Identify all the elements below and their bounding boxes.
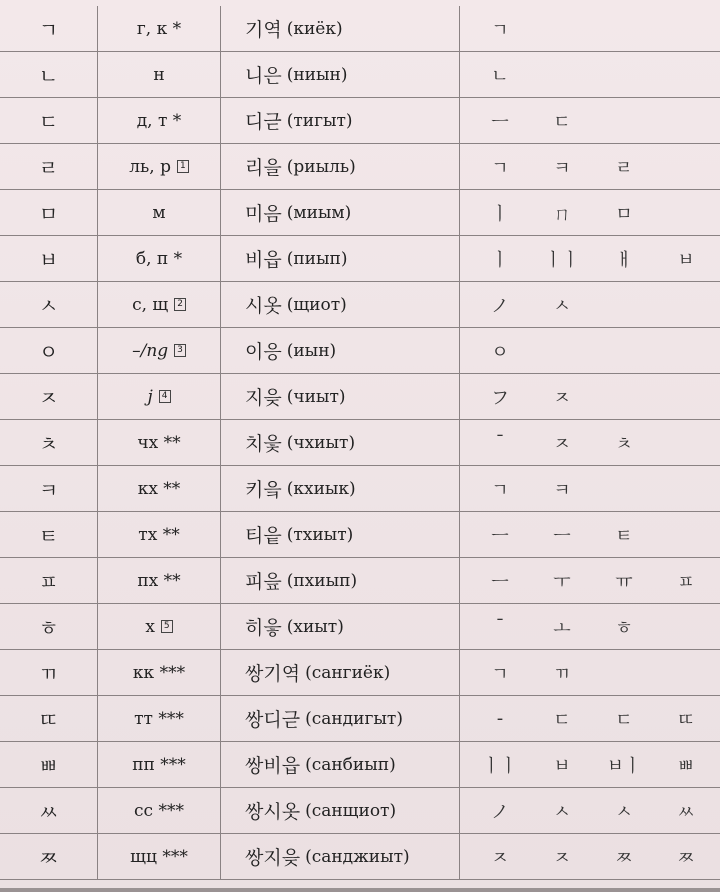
consonant-name <box>221 190 459 235</box>
stroke-step: ノ <box>491 801 509 823</box>
consonant-sound <box>98 466 220 511</box>
stroke-step: ㅅ <box>553 801 571 823</box>
consonant-sound <box>98 328 220 373</box>
table-row <box>0 650 720 696</box>
stroke-step: ㅉ <box>677 847 695 869</box>
stroke-step: ㅈ <box>553 847 571 869</box>
name-korean: 티읕 <box>245 525 282 547</box>
stroke-step: ㄱ <box>491 157 509 179</box>
stroke-step: ㄷ <box>615 709 633 731</box>
name-korean: 미음 <box>245 203 282 225</box>
consonant-letter: ㅋ <box>38 478 59 502</box>
column-divider <box>459 236 460 281</box>
sound-text: тх ** <box>138 524 180 545</box>
name-korean: 디귿 <box>245 111 282 133</box>
name-korean: 키읔 <box>245 479 282 501</box>
column-divider <box>97 282 98 327</box>
table-row <box>0 604 720 650</box>
stroke-step: ㅂㅣ <box>606 755 642 777</box>
column-divider <box>220 374 221 419</box>
stroke-step: ㅡ <box>491 525 509 547</box>
column-divider <box>220 420 221 465</box>
stroke-order <box>460 52 720 97</box>
consonant-sound <box>98 282 220 327</box>
stroke-order <box>460 788 720 833</box>
table-row <box>0 190 720 236</box>
table-row <box>0 834 720 880</box>
stroke-step: ㅣ <box>491 203 509 225</box>
column-divider <box>459 98 460 143</box>
stroke-step: ㅆ <box>677 801 695 823</box>
sound-text: с, щ <box>132 294 169 315</box>
sound-text: кх ** <box>137 478 181 499</box>
stroke-step: ㄸ <box>677 709 695 731</box>
name-korean: 리을 <box>245 157 282 179</box>
name-korean: 지읒 <box>245 387 282 409</box>
sound-text: j <box>147 386 153 407</box>
consonant-letter: ㅌ <box>38 524 59 548</box>
name-russian: (сангиёк) <box>305 662 391 683</box>
name-russian: (киёк) <box>286 18 343 39</box>
table-row <box>0 742 720 788</box>
stroke-step: ㅈ <box>491 847 509 869</box>
consonant-letter: ㄸ <box>38 708 59 732</box>
column-divider <box>220 788 221 833</box>
name-korean: 비읍 <box>245 249 282 271</box>
stroke-step: ㄴ <box>491 65 509 87</box>
table-row <box>0 98 720 144</box>
consonant-name <box>221 834 459 879</box>
consonant-letter: ㄹ <box>38 156 59 180</box>
column-divider <box>220 52 221 97</box>
table-row <box>0 466 720 512</box>
consonant-sound <box>98 512 220 557</box>
footnote-marker: 5 <box>161 620 173 633</box>
column-divider <box>220 742 221 787</box>
sound-text: пп *** <box>132 754 186 775</box>
consonant-name <box>221 236 459 281</box>
consonant-letter: ㅅ <box>38 294 59 318</box>
footnote-marker: 1 <box>177 160 189 173</box>
column-divider <box>220 696 221 741</box>
stroke-step: ㅉ <box>615 847 633 869</box>
stroke-step: ㅣㅣ <box>544 249 580 271</box>
name-russian: (санбиып) <box>305 754 396 775</box>
consonant-name <box>221 466 459 511</box>
consonant-sound <box>98 604 220 649</box>
consonant-name <box>221 98 459 143</box>
name-korean: 쌍시옷 <box>245 801 301 823</box>
sound-text: ль, р <box>129 156 171 177</box>
column-divider <box>97 328 98 373</box>
stroke-step: ㅅ <box>615 801 633 823</box>
column-divider <box>459 512 460 557</box>
stroke-step: ㅈ <box>553 433 571 455</box>
name-korean: 니은 <box>245 65 282 87</box>
column-divider <box>97 512 98 557</box>
table-row <box>0 696 720 742</box>
stroke-step: ㅁ <box>615 203 633 225</box>
consonant-sound <box>98 236 220 281</box>
sound-text: н <box>153 64 165 85</box>
footnote-marker: 3 <box>174 344 186 357</box>
name-russian: (риыль) <box>286 156 356 177</box>
footnote-marker: 2 <box>174 298 186 311</box>
column-divider <box>97 98 98 143</box>
column-divider <box>459 420 460 465</box>
table-row <box>0 374 720 420</box>
column-divider <box>97 190 98 235</box>
name-korean: 쌍디귿 <box>245 709 301 731</box>
consonant-sound <box>98 650 220 695</box>
name-russian: (тхиыт) <box>286 524 354 545</box>
column-divider <box>459 328 460 373</box>
stroke-step: ㅡ <box>553 525 571 547</box>
sound-text: кк *** <box>132 662 186 683</box>
table-row <box>0 6 720 52</box>
column-divider <box>220 282 221 327</box>
name-russian: (сандигыт) <box>305 708 403 729</box>
column-divider <box>220 558 221 603</box>
stroke-order <box>460 742 720 787</box>
consonant-sound <box>98 788 220 833</box>
consonant-sound <box>98 190 220 235</box>
name-korean: 치읓 <box>245 433 282 455</box>
column-divider <box>459 558 460 603</box>
stroke-step: ˉ <box>495 616 505 637</box>
column-divider <box>459 374 460 419</box>
sound-text: г, к * <box>136 18 182 39</box>
name-korean: 기역 <box>245 19 282 41</box>
name-korean: 히읗 <box>245 617 282 639</box>
table-row <box>0 236 720 282</box>
stroke-step: ㄷ <box>553 111 571 133</box>
stroke-step: ㅋ <box>553 479 571 501</box>
name-korean: 피읖 <box>245 571 282 593</box>
table-row <box>0 52 720 98</box>
stroke-step: ㅠ <box>615 571 633 593</box>
column-divider <box>97 696 98 741</box>
name-russian: (ниын) <box>286 64 348 85</box>
stroke-order <box>460 236 720 281</box>
consonant-letter: ㅍ <box>38 570 59 594</box>
column-divider <box>220 98 221 143</box>
column-divider <box>97 604 98 649</box>
name-russian: (чиыт) <box>286 386 346 407</box>
stroke-order <box>460 420 720 465</box>
sound-text: пх ** <box>137 570 181 591</box>
stroke-order <box>460 6 720 51</box>
sound-text: б, п * <box>135 248 183 269</box>
stroke-step: ㄹ <box>615 157 633 179</box>
name-russian: (тигыт) <box>286 110 353 131</box>
name-korean: 쌍기역 <box>245 663 301 685</box>
consonant-letter: ㅃ <box>38 754 59 778</box>
column-divider <box>220 512 221 557</box>
consonant-name <box>221 6 459 51</box>
consonant-letter: ㅊ <box>38 432 59 456</box>
stroke-step: ㅋ <box>553 157 571 179</box>
stroke-step: ㄲ <box>553 663 571 685</box>
stroke-step: ㅇ <box>491 341 509 363</box>
stroke-step: ㄇ <box>553 203 571 225</box>
stroke-step: ㅅ <box>553 295 571 317</box>
stroke-step: ㅈ <box>553 387 571 409</box>
consonant-name <box>221 374 459 419</box>
consonant-letter: ㄴ <box>38 64 59 88</box>
stroke-order <box>460 98 720 143</box>
column-divider <box>220 834 221 879</box>
consonant-letter: ㅁ <box>38 202 59 226</box>
column-divider <box>459 788 460 833</box>
consonant-letter: ㄲ <box>38 662 59 686</box>
column-divider <box>97 6 98 51</box>
name-korean: 쌍지읒 <box>245 847 301 869</box>
stroke-order <box>460 696 720 741</box>
stroke-order <box>460 834 720 879</box>
column-divider <box>97 834 98 879</box>
column-divider <box>97 144 98 189</box>
table-row <box>0 282 720 328</box>
column-divider <box>97 420 98 465</box>
stroke-order <box>460 144 720 189</box>
consonant-sound <box>98 144 220 189</box>
consonant-letter: ㅎ <box>38 616 59 640</box>
consonant-name <box>221 742 459 787</box>
column-divider <box>459 650 460 695</box>
consonant-name <box>221 328 459 373</box>
stroke-step: ㅎ <box>615 617 633 639</box>
column-divider <box>220 144 221 189</box>
column-divider <box>97 742 98 787</box>
name-korean: 이응 <box>245 341 282 363</box>
table-row <box>0 512 720 558</box>
consonant-name <box>221 52 459 97</box>
consonant-name <box>221 650 459 695</box>
consonant-sound <box>98 696 220 741</box>
stroke-step: ˉ <box>495 432 505 453</box>
stroke-step: ㄷ <box>553 709 571 731</box>
name-russian: (санщиот) <box>305 800 397 821</box>
consonant-sound <box>98 6 220 51</box>
consonant-sound <box>98 374 220 419</box>
consonant-sound <box>98 742 220 787</box>
stroke-step: ㅡ <box>491 111 509 133</box>
consonant-name <box>221 696 459 741</box>
column-divider <box>220 650 221 695</box>
name-russian: (щиот) <box>286 294 347 315</box>
column-divider <box>459 144 460 189</box>
name-russian: (кхиык) <box>286 478 356 499</box>
stroke-step: ㅣㅣ <box>482 755 518 777</box>
stroke-order <box>460 282 720 327</box>
consonant-name <box>221 604 459 649</box>
column-divider <box>220 236 221 281</box>
column-divider <box>97 466 98 511</box>
name-russian: (иын) <box>286 340 337 361</box>
stroke-step: - <box>496 708 504 729</box>
stroke-step: ㅊ <box>615 433 633 455</box>
stroke-order <box>460 328 720 373</box>
table-row <box>0 328 720 374</box>
column-divider <box>459 466 460 511</box>
consonant-letter: ㅉ <box>38 846 59 870</box>
consonant-name <box>221 512 459 557</box>
column-divider <box>97 558 98 603</box>
stroke-order <box>460 650 720 695</box>
column-divider <box>459 742 460 787</box>
stroke-step: ㅐ <box>615 249 633 271</box>
sound-text: тт *** <box>134 708 184 729</box>
stroke-step: ㅍ <box>677 571 695 593</box>
table-row <box>0 144 720 190</box>
column-divider <box>220 604 221 649</box>
column-divider <box>459 190 460 235</box>
column-divider <box>97 788 98 833</box>
stroke-order <box>460 374 720 419</box>
column-divider <box>459 52 460 97</box>
column-divider <box>459 696 460 741</box>
stroke-order <box>460 604 720 649</box>
consonant-sound <box>98 834 220 879</box>
stroke-step: ㅡ <box>491 571 509 593</box>
consonant-letter: ㅂ <box>38 248 59 272</box>
sound-text: чх ** <box>137 432 181 453</box>
stroke-step: ㅂ <box>553 755 571 777</box>
stroke-step: ㅜ <box>553 571 571 593</box>
stroke-step: フ <box>491 387 509 409</box>
name-russian: (хиыт) <box>286 616 344 637</box>
column-divider <box>97 650 98 695</box>
consonant-sound <box>98 558 220 603</box>
column-divider <box>459 282 460 327</box>
consonant-sound <box>98 98 220 143</box>
column-divider <box>97 52 98 97</box>
column-divider <box>220 190 221 235</box>
stroke-order <box>460 190 720 235</box>
name-russian: (пхиып) <box>286 570 358 591</box>
consonant-letter: ㄱ <box>38 18 59 42</box>
stroke-step: ㄱ <box>491 663 509 685</box>
name-korean: 쌍비읍 <box>245 755 301 777</box>
consonant-letter: ㅈ <box>38 386 59 410</box>
sound-text: сс *** <box>134 800 184 821</box>
table-row <box>0 420 720 466</box>
column-divider <box>459 6 460 51</box>
stroke-step: ㅂ <box>677 249 695 271</box>
name-korean: 시옷 <box>245 295 282 317</box>
sound-text: х <box>145 616 155 637</box>
stroke-step: ノ <box>491 295 509 317</box>
consonant-letter: ㅆ <box>38 800 59 824</box>
table-row <box>0 788 720 834</box>
table-bottom-border <box>0 888 720 892</box>
consonant-letter: ㅇ <box>38 340 59 364</box>
sound-text: –/ng <box>132 340 169 361</box>
column-divider <box>459 834 460 879</box>
stroke-step: ㄱ <box>491 479 509 501</box>
stroke-step: ㅗ <box>553 617 571 639</box>
column-divider <box>97 236 98 281</box>
name-russian: (санджиыт) <box>305 846 410 867</box>
sound-text: щц *** <box>130 846 188 867</box>
footnote-marker: 4 <box>159 390 171 403</box>
stroke-step: ㅌ <box>615 525 633 547</box>
stroke-order <box>460 558 720 603</box>
consonant-sound <box>98 420 220 465</box>
column-divider <box>220 466 221 511</box>
column-divider <box>97 374 98 419</box>
column-divider <box>220 328 221 373</box>
sound-text: д, т * <box>136 110 182 131</box>
stroke-order <box>460 466 720 511</box>
stroke-step: ㅃ <box>677 755 695 777</box>
column-divider <box>220 6 221 51</box>
table-row <box>0 558 720 604</box>
stroke-step: ㅣ <box>491 249 509 271</box>
consonant-sound <box>98 52 220 97</box>
stroke-order <box>460 512 720 557</box>
consonant-name <box>221 420 459 465</box>
column-divider <box>459 604 460 649</box>
consonant-name <box>221 144 459 189</box>
name-russian: (пиып) <box>286 248 348 269</box>
name-russian: (миым) <box>286 202 352 223</box>
consonant-name <box>221 558 459 603</box>
consonant-name <box>221 788 459 833</box>
sound-text: м <box>152 202 166 223</box>
name-russian: (чхиыт) <box>286 432 356 453</box>
consonant-name <box>221 282 459 327</box>
stroke-step: ㄱ <box>491 19 509 41</box>
consonant-letter: ㄷ <box>38 110 59 134</box>
